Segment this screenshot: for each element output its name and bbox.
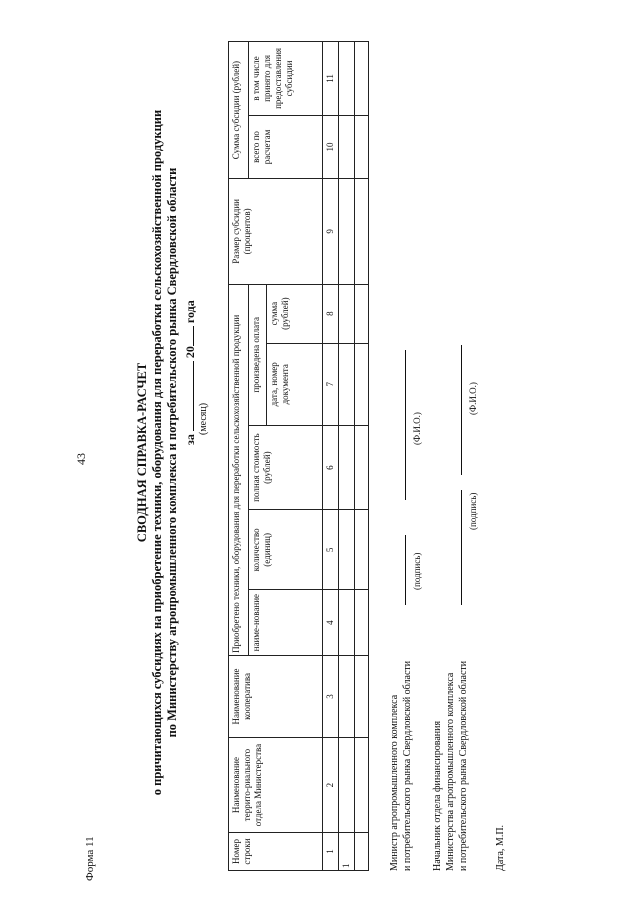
month-caption: (месяц) [198, 402, 209, 435]
chief-fio-caption: (Ф.И.О.) [468, 382, 478, 415]
column-numbers-row [323, 42, 339, 871]
title-line-2: о причитающихся субсидиях на приобретение техники, оборудования для переработки сельскохозяйственной продукции [150, 109, 164, 796]
chief-title-line-1: Начальник отдела финансирования [432, 720, 443, 871]
column-number: 2 [323, 738, 339, 833]
chief-title-line-2: Министерства агропромышленного комплекса [445, 672, 456, 871]
column-number: 5 [323, 510, 339, 590]
chief-sign-caption: (подпись) [468, 492, 478, 530]
subsidy-table [228, 41, 369, 871]
header-territorial-department: Наименование террито-риального отдела Министерства [229, 738, 323, 833]
header-name: наиме-нование [249, 590, 323, 655]
period-line [182, 300, 198, 445]
header-purchased-group: Приобретено техники, оборудования для переработки сельскохозяйственной продукции [229, 284, 249, 655]
column-number: 4 [323, 590, 339, 655]
header-row-number: Номер строки [229, 833, 323, 871]
table-row [339, 42, 355, 871]
column-number: 8 [323, 284, 339, 343]
document-title [135, 0, 180, 905]
period-prefix: за [183, 434, 197, 445]
header-accepted-for-subsidy: в том числе принято для предоставления субсидии [249, 42, 323, 116]
table-cell [339, 655, 355, 737]
header-total-by-calculation: всего по расчетам [249, 115, 323, 178]
minister-fio-caption: (Ф.И.О.) [412, 412, 422, 445]
period-mid: 20 [183, 346, 197, 359]
month-blank [182, 361, 194, 431]
table-cell [355, 738, 369, 833]
table-cell [339, 590, 355, 655]
header-full-cost: полная стоимость (рублей) [249, 425, 323, 509]
header-paid-sum: сумма (рублей) [267, 284, 323, 343]
minister-fio-line [405, 350, 406, 500]
table-cell [355, 425, 369, 509]
chief-title-line-3: и потребительского рынка Свердловской области [458, 660, 469, 871]
header-paid-group: произведена оплата [249, 284, 267, 425]
title-line-1: СВОДНАЯ СПРАВКА-РАСЧЕТ [135, 362, 149, 543]
row-number: 1 [339, 833, 355, 871]
table-cell [339, 425, 355, 509]
column-number: 10 [323, 115, 339, 178]
table-cell [355, 284, 369, 343]
form-label: Форма 11 [84, 836, 96, 881]
page-number: 43 [74, 453, 88, 465]
column-number: 11 [323, 42, 339, 116]
table-cell [339, 738, 355, 833]
title-line-3: по Министерству агропромышленного комплекса и потребительского рынка Свердловской области [165, 167, 179, 738]
minister-title-line-2: и потребительского рынка Свердловской области [402, 660, 413, 871]
table-cell [355, 343, 369, 425]
period-suffix: года [183, 300, 197, 324]
table-cell [339, 115, 355, 178]
table-cell [355, 590, 369, 655]
header-subsidy-sum-group: Сумма субсидии (рублей) [229, 42, 249, 179]
table-cell [355, 42, 369, 116]
column-number: 9 [323, 179, 339, 284]
header-document-date-number: дата, номер документа [267, 343, 323, 425]
chief-fio-line [461, 345, 462, 475]
year-blank [182, 326, 194, 346]
table-cell [355, 510, 369, 590]
table-cell [355, 179, 369, 284]
column-number: 7 [323, 343, 339, 425]
table-cell [339, 510, 355, 590]
chief-signature-line [461, 490, 462, 605]
header-subsidy-rate: Размер субсидии (процентов) [229, 179, 323, 284]
table-cell [355, 655, 369, 737]
date-stamp-label: Дата, М.П. [495, 824, 506, 871]
table-cell [339, 343, 355, 425]
header-quantity: количество (единиц) [249, 510, 323, 590]
minister-signature-line [405, 535, 406, 605]
minister-signature-block [388, 661, 414, 871]
minister-sign-caption: (подпись) [412, 552, 422, 590]
table-cell [339, 179, 355, 284]
column-number: 1 [323, 833, 339, 871]
table-cell [355, 115, 369, 178]
table-row [355, 42, 369, 871]
chief-signature-block [431, 661, 470, 871]
header-cooperative: Наименование кооператива [229, 655, 323, 737]
table-cell [355, 833, 369, 871]
table-cell [339, 284, 355, 343]
minister-title-line-1: Министр агропромышленного комплекса [389, 694, 400, 871]
column-number: 6 [323, 425, 339, 509]
column-number: 3 [323, 655, 339, 737]
table-cell [339, 42, 355, 116]
